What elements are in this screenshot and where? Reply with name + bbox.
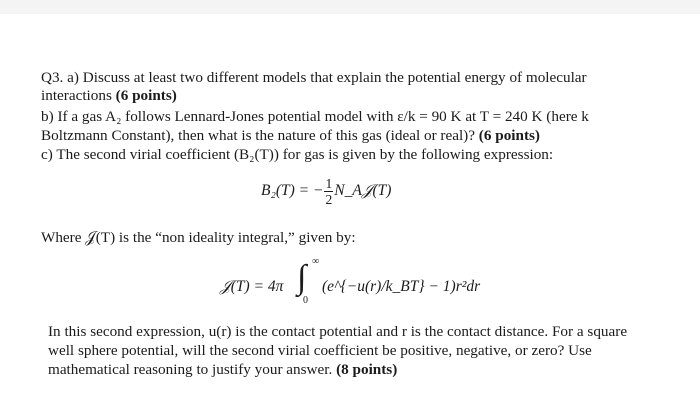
question-part-a-line2 — [41, 87, 177, 105]
question-part-c-line1: c) The second virial coefficient (B₂(T)) for gas is given by the following expression: — [41, 146, 554, 163]
eq1-frac-num: 1 — [325, 176, 333, 191]
virial-coefficient-equation — [261, 176, 391, 207]
part-b-points: (6 points) — [478, 127, 540, 144]
eq1-fraction — [324, 176, 333, 207]
non-ideality-integral-equation — [220, 278, 283, 296]
integral-lower-limit: 0 — [303, 295, 308, 306]
paragraph-line1: In this second expression, u(r) is the contact potential and r is the contact distance. For a square — [48, 323, 628, 340]
eq2-integrand — [322, 278, 480, 296]
eq1-frac-den: 2 — [325, 192, 333, 207]
part-a-text: interactions — [41, 87, 116, 104]
part-b-text: Boltzmann Constant), then what is the nature of this gas (ideal or real)? — [41, 127, 479, 144]
eq1-rhs: N_A𝒥(T) — [334, 182, 392, 200]
eq1-lhs: B₂(T) = − — [261, 182, 324, 200]
paragraph-line3 — [48, 361, 397, 379]
integral-sign-icon: ∫ — [297, 259, 307, 296]
part-c-points: (8 points) — [336, 361, 398, 378]
question-part-b-line1: b) If a gas A₂ follows Lennard-Jones potential model with ε/k = 90 K at T = 240 K (here k — [41, 108, 589, 125]
part-a-points: (6 points) — [115, 87, 177, 104]
eq2-integrand-text: (e^{−u(r)/k_BT} − 1)r²dr — [322, 278, 481, 295]
integral-upper-limit: ∞ — [312, 256, 320, 267]
paragraph-line3-text: mathematical reasoning to justify your answer. — [48, 361, 337, 378]
question-part-a-line1: Q3. a) Discuss at least two different models that explain the potential energy of molecular — [41, 69, 587, 86]
where-line: Where 𝒥(T) is the “non ideality integral,” given by: — [41, 229, 356, 246]
eq2-lhs: 𝒥(T) = 4π — [220, 278, 284, 295]
paragraph-line2: well sphere potential, will the second virial coefficient be positive, negative, or zero? Use — [48, 342, 592, 359]
question-part-b-line2 — [41, 127, 540, 145]
